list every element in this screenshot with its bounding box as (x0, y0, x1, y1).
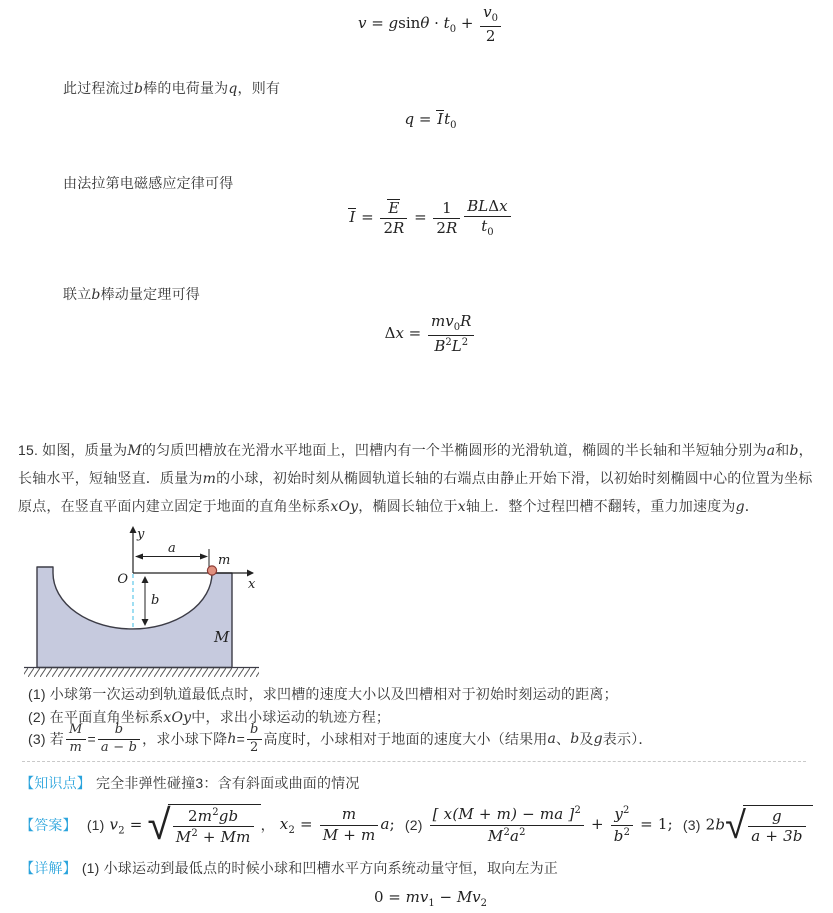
var-a: a (510, 826, 520, 845)
var-R: R (393, 219, 405, 238)
formula-current (0, 198, 833, 239)
value-1: 1 (657, 815, 668, 833)
var-M: M (175, 828, 192, 846)
fraction-y2-over-b2 (611, 805, 633, 845)
exponent-2: 2 (503, 826, 511, 838)
a-left-arrowhead (135, 554, 143, 560)
overbar-I (436, 110, 444, 128)
sin-operator: sin (398, 14, 421, 33)
plus-sign: + (586, 815, 609, 833)
b-bottom-arrowhead (142, 619, 149, 626)
var-t: t (444, 110, 451, 128)
fraction-1-over-2R (433, 200, 460, 238)
knowledge-point-label: 【知识点】 (20, 775, 91, 791)
formula-velocity-expr (357, 3, 503, 45)
exponent-2: 2 (191, 828, 198, 839)
equals-sign: = (409, 208, 432, 227)
semicolon: ; (667, 815, 673, 833)
var-t: t (443, 14, 450, 33)
fraction-2m2gb (173, 807, 254, 847)
radical-sign: √ (725, 802, 747, 847)
exponent-2: 2 (461, 336, 469, 348)
denominator-a-minus-b: a − b (100, 739, 138, 755)
groove-shape (37, 567, 232, 668)
fraction-trajectory-x-term (430, 805, 584, 845)
comma: ， (260, 817, 275, 833)
formula-current-expr (348, 197, 512, 239)
var-B: B (434, 336, 446, 355)
var-m: m (320, 806, 379, 825)
var-q: q (404, 110, 415, 128)
var-M: M (322, 825, 339, 844)
answer-part3-number: (3) (682, 817, 701, 833)
var-v0: v (483, 3, 492, 21)
question-15-stem: 15. 如图，质量为M的匀质凹槽放在光滑水平地面上，凹槽内有一个半椭圆形的光滑轨道，椭圆的半长轴和半短轴分别为a和b，长轴水平，短轴竖直．质量为m的小球，初始时刻从椭圆轨道长轴的右端点由静止开始下滑，以初始时刻椭圆中心的位置为坐标原点，在竖直平面内建立固定于地面的直角坐标系xOy，椭圆长轴位于x轴上．整个过程凹槽不翻转，重力加速度为g． (18, 442, 813, 515)
var-R: R (445, 218, 458, 237)
formula-charge (0, 110, 833, 131)
knowledge-point-text: 完全非弹性碰撞3：含有斜面或曲面的情况 (96, 775, 360, 791)
fraction-E-over-2R (380, 199, 407, 238)
equals-sign: = (366, 14, 389, 33)
subscript-0: 0 (491, 13, 499, 24)
minus-sign: − (434, 888, 457, 906)
delta-symbol: Δ (488, 197, 500, 215)
equals-sign: = (403, 323, 427, 342)
equals-sign: = (87, 731, 96, 748)
var-E: E (388, 199, 400, 218)
var-I: I (437, 110, 444, 128)
label-b: b (151, 593, 160, 608)
var-b: b (570, 731, 580, 748)
var-mv1: mv (405, 888, 429, 906)
fraction-BLdx-over-t0 (464, 198, 510, 239)
q3-end-text: 表示）． (602, 731, 653, 748)
and-text: 及 (579, 731, 594, 748)
subscript-0: 0 (450, 120, 457, 131)
sqrt-expression (725, 802, 812, 847)
fraction-v0-over-2 (480, 4, 501, 45)
q3-prefix: (3) 若 (28, 731, 64, 748)
var-R: R (460, 312, 472, 330)
var-b: b (98, 723, 140, 740)
coefficient-2: 2 (383, 219, 394, 238)
var-Mv2: Mv (456, 888, 481, 906)
var-x: x (499, 197, 508, 215)
var-m: m (69, 739, 83, 755)
fraction-M-over-m (66, 723, 86, 756)
dashed-separator (22, 761, 806, 762)
subscript-2: 2 (118, 825, 125, 836)
var-gb: gb (218, 806, 239, 825)
denominator-a-plus-3b: a + 3b (751, 827, 803, 845)
groove-ellipse-diagram (22, 524, 262, 678)
label-origin: O (117, 572, 128, 587)
answer-part2-number: (2) (404, 817, 423, 833)
var-m: m (361, 825, 376, 844)
sqrt-expression (147, 800, 261, 850)
answer-part1-number: (1) (86, 817, 105, 833)
var-v2: v (109, 815, 119, 833)
label-M: M (214, 628, 230, 646)
var-BL: BL (467, 197, 489, 215)
exponent-2: 2 (574, 805, 582, 817)
var-b: b (613, 826, 624, 845)
label-y-axis: y (137, 527, 145, 542)
formula-momentum-expr (373, 888, 488, 909)
fraction-b-over-2 (247, 723, 262, 756)
semicolon: ; (389, 815, 395, 833)
label-x-axis: x (248, 577, 256, 592)
var-m: m (197, 806, 213, 825)
label-a: a (168, 541, 176, 556)
formula-momentum-conservation (0, 888, 833, 909)
label-m: m (218, 553, 231, 568)
exponent-2: 2 (623, 826, 631, 838)
var-y: y (614, 805, 623, 824)
sub-question-2: (2) 在平面直角坐标系xOy中，求出小球运动的轨迹方程； (28, 709, 391, 726)
knowledge-point-row (20, 773, 360, 793)
denominator-2: 2 (485, 26, 496, 45)
ground-hatching (24, 668, 259, 677)
var-b: b (247, 723, 262, 740)
denominator-2: 2 (249, 739, 259, 755)
detail-row (20, 858, 558, 878)
answer-row (20, 798, 813, 852)
coefficient-2: 2 (436, 218, 446, 237)
answer-part2-expr (428, 805, 673, 845)
var-g: g (748, 808, 805, 827)
ball (207, 566, 216, 575)
subscript-1: 1 (428, 898, 435, 909)
var-theta: θ (420, 14, 430, 33)
var-t: t (481, 217, 488, 236)
answer-part1-expr (109, 800, 261, 850)
var-h: h (227, 731, 237, 748)
formula-displacement-expr (384, 312, 477, 355)
answer-part3-expr (705, 802, 813, 847)
delta-symbol: Δ (384, 323, 396, 342)
subscript-0: 0 (487, 227, 494, 239)
value-0: 0 (373, 888, 384, 906)
equals-sign: = (295, 815, 318, 833)
q3-tail-text: 高度时，小球相对于地面的速度大小（结果用 (263, 731, 548, 748)
var-b: b (715, 815, 726, 833)
fraction-m-over-M-plus-m (320, 806, 379, 844)
var-mv: mv (431, 312, 454, 330)
var-Mm: Mm (220, 828, 251, 846)
detail-label: 【详解】 (20, 860, 77, 876)
equals-sign: = (236, 731, 245, 748)
list-separator: 、 (556, 731, 571, 748)
exponent-2: 2 (519, 826, 526, 838)
subscript-0: 0 (449, 24, 457, 36)
plus-sign: + (197, 828, 221, 846)
formula-displacement (0, 313, 833, 355)
para-momentum-statement: 联立b棒动量定理可得 (63, 286, 200, 303)
fraction-mv0R-over-B2L2 (428, 313, 474, 355)
numerator-1: 1 (433, 200, 460, 219)
x-axis-arrowhead (247, 570, 254, 577)
sub-question-3 (28, 723, 653, 756)
equals-sign: = (356, 208, 379, 227)
plus-sign: + (456, 14, 479, 33)
formula-charge-expr (404, 110, 457, 131)
var-v: v (357, 14, 367, 33)
exponent-2: 2 (212, 806, 219, 818)
var-g: g (388, 14, 399, 33)
fraction-b-over-a-minus-b (98, 723, 140, 756)
subscript-2: 2 (480, 898, 488, 909)
formula-velocity (0, 4, 833, 45)
var-M: M (487, 826, 504, 845)
var-I: I (349, 208, 356, 227)
plus-sign: + (338, 825, 362, 844)
equals-sign: = (383, 888, 406, 906)
numerator-bracket-expr: [ x(M + m) − ma ] (432, 805, 575, 824)
exponent-2: 2 (445, 336, 452, 348)
equals-sign: = (635, 815, 658, 833)
fraction-g-over-a-plus-3b (748, 808, 805, 846)
subscript-0: 0 (453, 322, 461, 333)
equals-sign: = (414, 110, 437, 128)
var-a: a (380, 815, 390, 833)
para-faraday-statement: 由法拉第电磁感应定律可得 (63, 175, 234, 191)
answer-part1-x2-expr (280, 806, 395, 844)
detail-text: (1) 小球运动到最低点的时候小球和凹槽水平方向系统动量守恒，取向左为正 (81, 860, 559, 876)
coefficient-2: 2 (705, 815, 716, 833)
answer-label: 【答案】 (20, 817, 77, 833)
b-top-arrowhead (142, 576, 149, 583)
sub-question-1: (1) 小球第一次运动到轨道最低点时，求凹槽的速度大小以及凹槽相对于初始时刻运动的距离； (28, 686, 618, 702)
var-L: L (451, 336, 462, 355)
var-x2: x (279, 815, 289, 833)
overbar-E (387, 199, 400, 217)
var-M: M (66, 723, 86, 740)
y-axis-arrowhead (130, 526, 137, 533)
a-right-arrowhead (200, 554, 208, 560)
dot-operator: · (429, 14, 444, 33)
var-g: g (593, 731, 603, 748)
radical-sign: √ (147, 800, 171, 850)
exponent-2: 2 (623, 805, 630, 817)
var-a: a (547, 731, 557, 748)
var-x: x (395, 323, 404, 342)
equals-sign: = (124, 815, 148, 833)
coefficient-2: 2 (188, 806, 198, 825)
para-charge-statement: 此过程流过b棒的电荷量为q，则有 (63, 80, 281, 97)
subscript-2: 2 (288, 825, 296, 836)
q3-mid-text: ，求小球下降 (142, 731, 228, 748)
